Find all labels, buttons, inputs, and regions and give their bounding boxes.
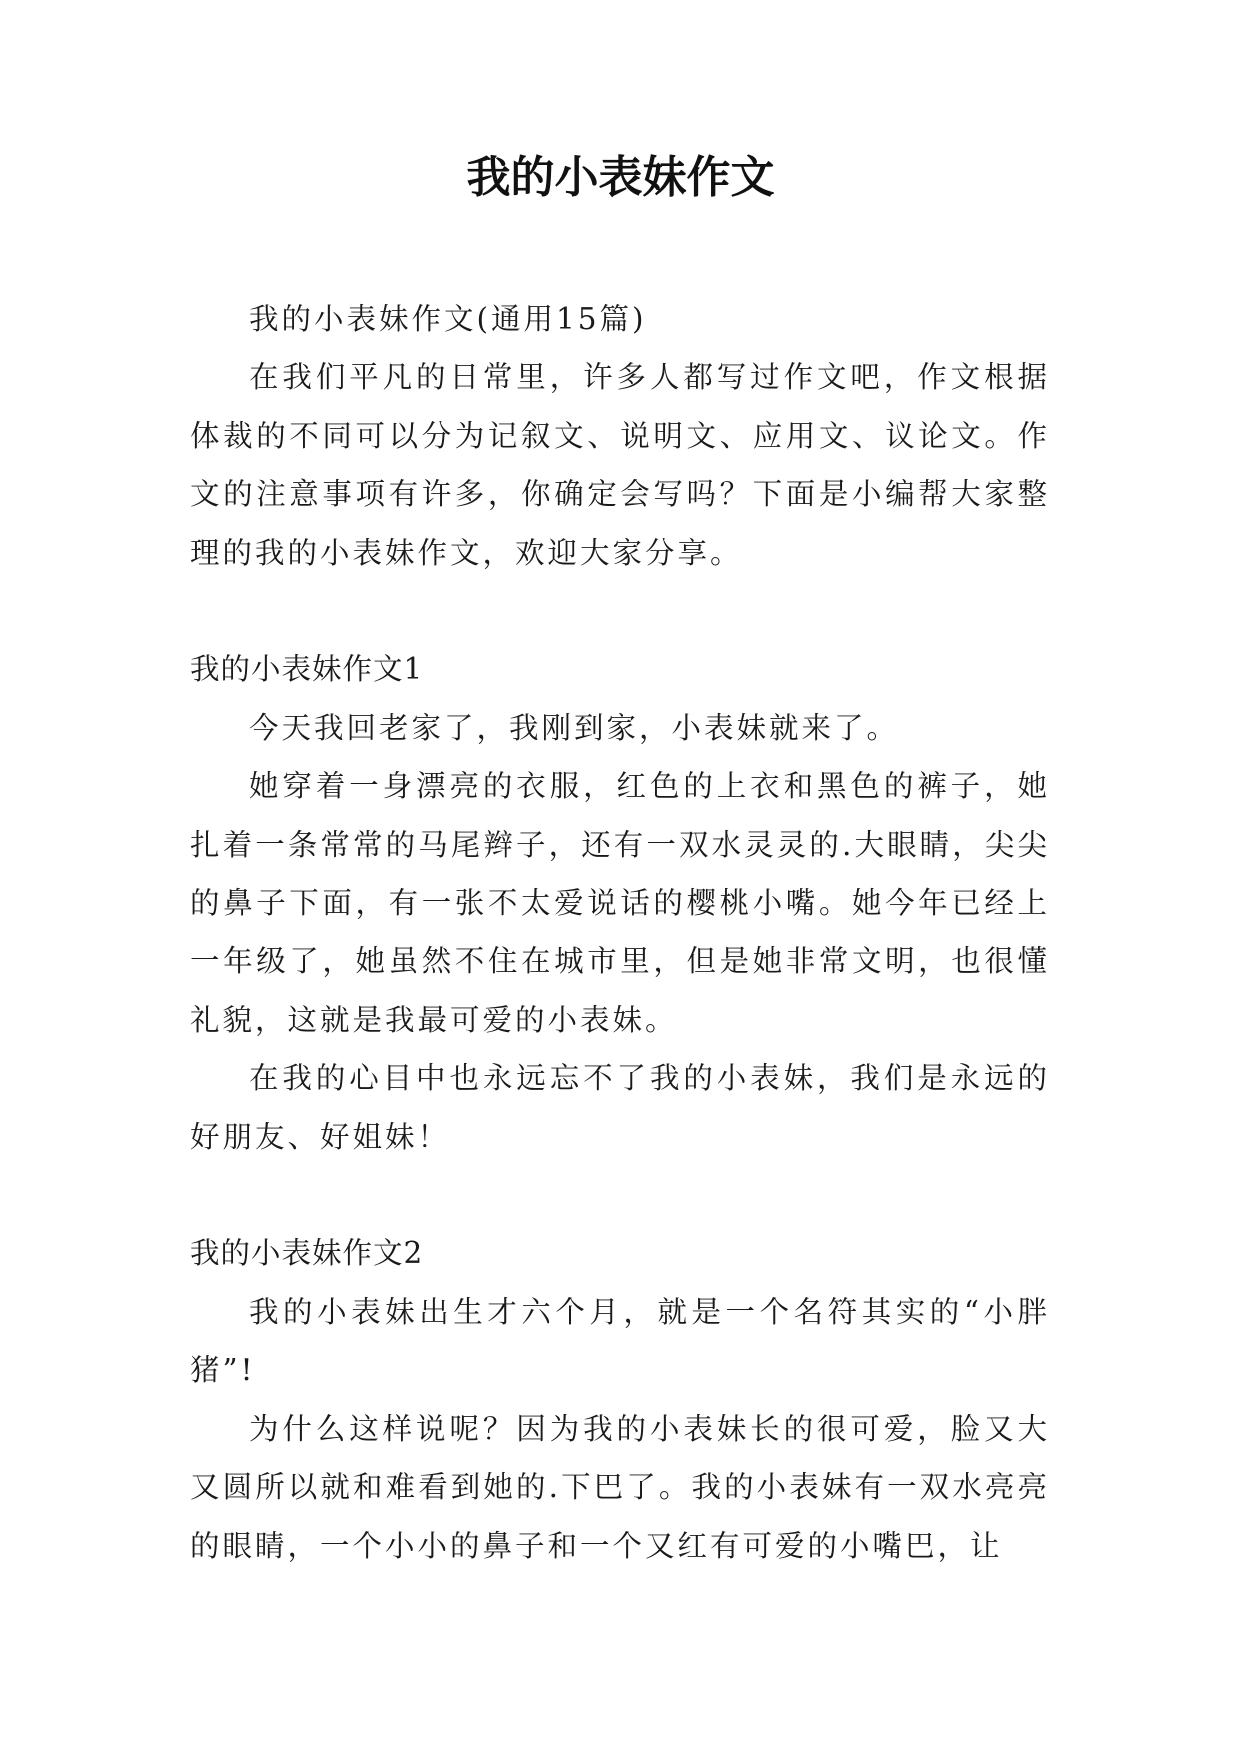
section-heading: 我的小表妹作文1 (190, 652, 424, 687)
section-paragraph: 在我的心目中也永远忘不了我的小表妹，我们是永远的好朋友、好姐妹！ (190, 1061, 1050, 1154)
section-paragraph: 为什么这样说呢？因为我的小表妹长的很可爱，脸又大又圆所以就和难看到她的.下巴了。我的小表妹有一双水亮亮的眼睛，一个小小的鼻子和一个又红有可爱的小嘴巴，让 (190, 1411, 1050, 1563)
document-body (190, 290, 1050, 1575)
section-paragraph: 今天我回老家了，我刚到家，小表妹就来了。 (249, 710, 900, 745)
section-paragraph: 我的小表妹出生才六个月，就是一个名符其实的“小胖猪”! (190, 1294, 1050, 1388)
section-gap (190, 582, 1050, 640)
intro-paragraph: 在我们平凡的日常里，许多人都写过作文吧，作文根据体裁的不同可以分为记叙文、说明文、应用文、议论文。作文的注意事项有许多，你确定会写吗？下面是小编帮大家整理的我的小表妹作文，欢迎大家分享。 (190, 360, 1050, 570)
section-gap (190, 1166, 1050, 1224)
section-heading: 我的小表妹作文2 (190, 1236, 424, 1271)
document-title: 我的小表妹作文 (466, 152, 775, 203)
section-paragraph: 她穿着一身漂亮的衣服，红色的上衣和黑色的裤子，她扎着一条常常的马尾辫子，还有一双水灵灵的.大眼睛，尖尖的鼻子下面，有一张不太爱说话的樱桃小嘴。她今年已经上一年级了，她虽然不住在城市里，但是她非常文明，也很懂礼貌，这就是我最可爱的小表妹。 (190, 769, 1050, 1037)
intro-subtitle: 我的小表妹作文(通用15篇) (249, 302, 647, 336)
